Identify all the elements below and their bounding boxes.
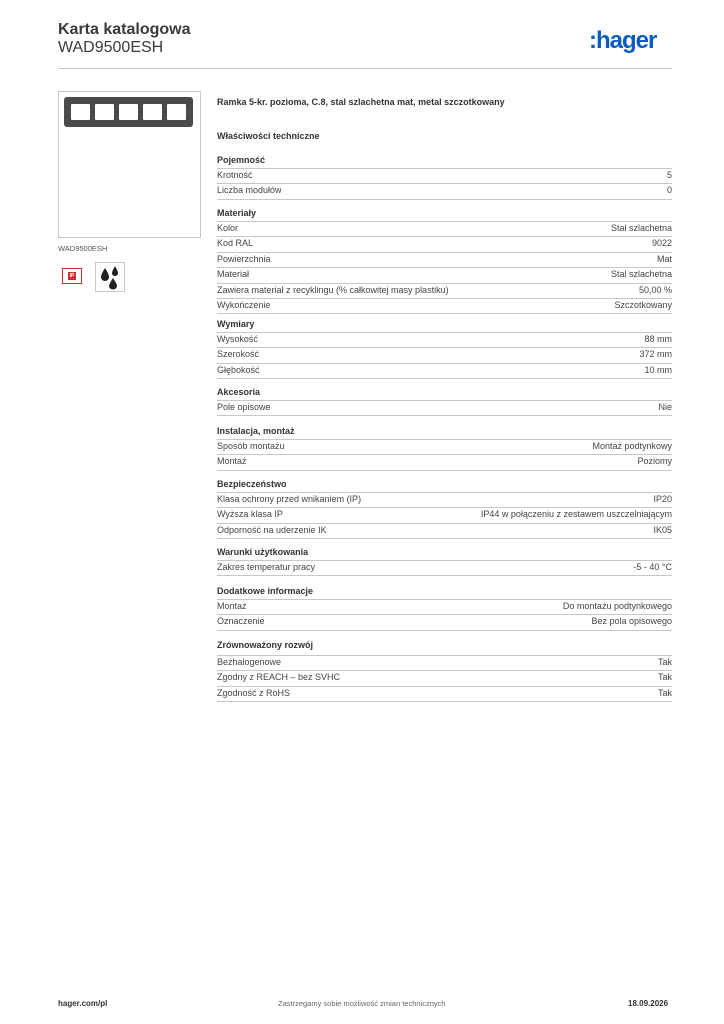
section-title: Dodatkowe informacje: [217, 585, 672, 600]
table-row: [217, 169, 672, 184]
table-row: [217, 615, 672, 630]
footer-website-link[interactable]: hager.com/pl: [58, 999, 108, 1008]
table-row: [217, 440, 672, 455]
row-value: -5 - 40 °C: [633, 562, 672, 572]
row-value: Nie: [658, 402, 672, 412]
section-dimensions: [217, 318, 672, 379]
table-row: [217, 508, 672, 523]
table-row: [217, 333, 672, 348]
document-title: Karta katalogowa: [58, 21, 191, 38]
section-accessories: [217, 386, 672, 416]
section-capacity: [217, 154, 672, 200]
table-row: [217, 656, 672, 671]
frame-illustration: [64, 97, 193, 127]
row-value: Tak: [657, 687, 672, 698]
table-row: [217, 268, 672, 283]
section-title: Zrównoważony rozwój: [217, 639, 672, 656]
section-installation: [217, 425, 672, 471]
row-label: Materiał: [217, 269, 250, 280]
row-value: 10 mm: [644, 364, 672, 375]
ip-badge-label: IP: [69, 273, 75, 279]
row-value: Szczotkowany: [614, 299, 672, 310]
row-value: Stal szlachetna: [610, 223, 672, 233]
table-row: [217, 237, 672, 252]
row-value: 372 mm: [639, 349, 672, 360]
row-label: Głębokość: [217, 364, 260, 375]
row-value: 9022: [651, 238, 672, 249]
section-materials: [217, 207, 672, 314]
row-value: 50,00 %: [638, 284, 672, 295]
row-value: IP44 w połączeniu z zestawem uszczelniającym: [480, 509, 672, 520]
row-value: Tak: [657, 657, 672, 667]
row-label: Zakres temperatur pracy: [217, 562, 316, 572]
row-value: 88 mm: [644, 334, 672, 344]
row-value: Stal szlachetna: [610, 269, 672, 280]
section-title: Warunki użytkowania: [217, 546, 672, 561]
section-safety: [217, 478, 672, 539]
table-row: [217, 600, 672, 615]
row-label: Montaż: [217, 456, 247, 467]
table-row: [217, 455, 672, 470]
row-label: Wykończenie: [217, 299, 271, 310]
ip-rating-icon: [62, 268, 82, 284]
table-row: [217, 687, 672, 702]
section-title: Pojemność: [217, 154, 672, 169]
image-caption: WAD9500ESH: [58, 244, 108, 253]
row-value: Montaż podtynkowy: [592, 441, 672, 451]
row-value: 0: [666, 185, 672, 196]
table-row: [217, 671, 672, 686]
row-label: Szerokość: [217, 349, 260, 360]
table-row: [217, 222, 672, 237]
section-title: Materiały: [217, 207, 672, 222]
row-label: Klasa ochrony przed wnikaniem (IP): [217, 494, 362, 504]
row-value: Mat: [656, 253, 672, 264]
hager-logo: :hager: [589, 27, 657, 54]
water-drops-icon: [95, 262, 125, 292]
row-label: Sposób montażu: [217, 441, 285, 451]
row-label: Odporność na uderzenie IK: [217, 524, 327, 535]
table-row: [217, 401, 672, 416]
section-title: Wymiary: [217, 318, 672, 333]
row-label: Wyższa klasa IP: [217, 509, 283, 520]
table-row: [217, 184, 672, 199]
row-label: Krotność: [217, 170, 253, 180]
row-label: Pole opisowe: [217, 402, 271, 412]
header-divider: [58, 68, 672, 69]
row-value: Bez pola opisowego: [591, 616, 672, 627]
footer-date: 18.09.2026: [628, 999, 669, 1008]
section-operating-conditions: [217, 546, 672, 576]
table-row: [217, 299, 672, 314]
section-title: Akcesoria: [217, 386, 672, 401]
product-image: [58, 91, 201, 238]
row-label: Kolor: [217, 223, 239, 233]
section-title: Instalacja, montaż: [217, 425, 672, 440]
row-label: Montaż: [217, 601, 247, 611]
table-row: [217, 561, 672, 576]
row-value: 5: [666, 170, 672, 180]
technical-properties-heading: Właściwości techniczne: [217, 131, 320, 141]
table-row: [217, 524, 672, 539]
table-row: [217, 284, 672, 299]
section-title: Bezpieczeństwo: [217, 478, 672, 493]
table-row: [217, 253, 672, 268]
section-additional-info: [217, 585, 672, 631]
row-label: Wysokość: [217, 334, 258, 344]
table-row: [217, 493, 672, 508]
row-label: Kod RAL: [217, 238, 254, 249]
product-description: Ramka 5-kr. pozioma, C.8, stal szlachetna mat, metal szczotkowany: [217, 97, 505, 107]
footer-notice: Zastrzegamy sobie możliwość zmian technicznych: [278, 999, 446, 1008]
row-value: IP20: [653, 494, 672, 504]
row-label: Liczba modułów: [217, 185, 282, 196]
row-label: Powierzchnia: [217, 253, 271, 264]
table-row: [217, 364, 672, 379]
row-value: Do montażu podtynkowego: [562, 601, 672, 611]
product-code: WAD9500ESH: [58, 39, 164, 56]
row-label: Zgodny z REACH – bez SVHC: [217, 672, 341, 683]
row-value: Tak: [657, 672, 672, 683]
row-value: Poziomy: [637, 456, 672, 467]
row-value: IK05: [653, 524, 672, 535]
row-label: Zgodność z RoHS: [217, 687, 291, 698]
row-label: Bezhalogenowe: [217, 657, 282, 667]
section-sustainability: [217, 639, 672, 702]
table-row: [217, 348, 672, 363]
row-label: Zawiera materiał z recyklingu (% całkowitej masy plastiku): [217, 284, 449, 295]
row-label: Oznaczenie: [217, 616, 265, 627]
